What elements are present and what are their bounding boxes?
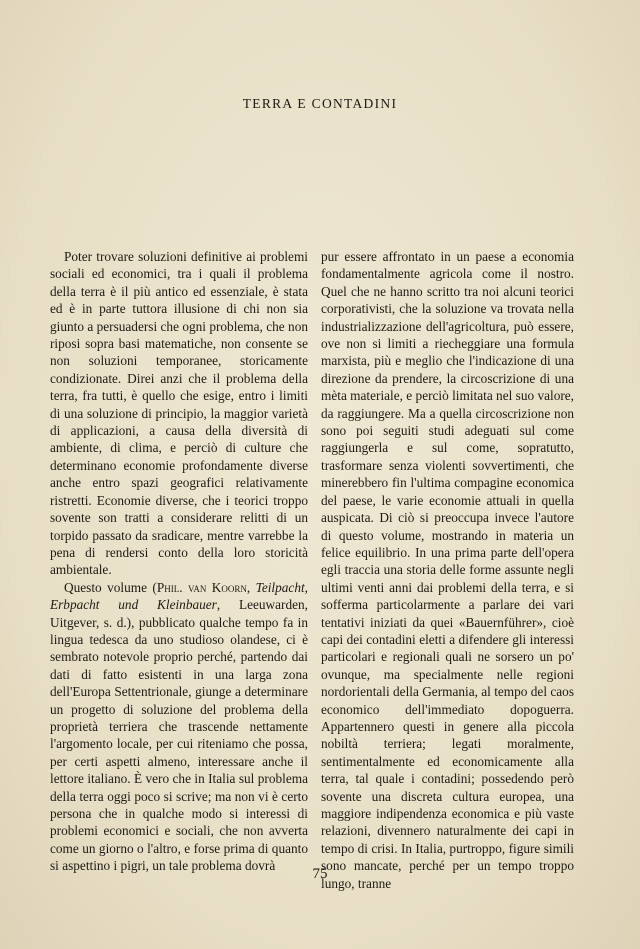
book-author: Phil. van Koorn [156,579,247,595]
paragraph-2-intro: Questo volume ( [64,579,157,595]
page-number: 75 [312,866,328,882]
paragraph-1: Poter trovare soluzioni definitive ai problemi sociali ed economici, tra i quali il problema della terra è il più antico ed essenziale, è stata ed è in parte tuttora illusione di chi non sia giunto a persuadersi che ogni problema, che non riposi sopra basi matematiche, non consente se non soluzioni temporanee, storicamente condizionate. Direi anzi che il problema della terra, fra tutti, è quello che esige, entro i limiti di una soluzione di principio, la maggior varietà di applicazioni, a causa della diversità di ambiente, di clima, e perciò di culture che determinano economie profondamente diverse anche entro spazi geografici relativamente ristretti. Economie diverse, che i teorici troppo sovente son tratti a considerare relitti di un torpido passato da sradicare, mentre varrebbe la pena di rendersi conto della loro storicità ambientale. [50,249,308,578]
page-title: TERRA E CONTADINI [242,96,398,111]
book-title: Teilpacht, Erbpacht und Kleinbauer [50,579,308,613]
left-column [50,248,308,875]
paragraph-continued: pur essere affrontato in un paese a economia fondamentalmente agricola come il nostro. Quel che ne hanno scritto tra noi alcuni teorici corporativisti, che la soluzione va trovata nella industrializzazione dell'agricoltura, può essere, ove non si limiti a riecheggiare una formula marxista, più e meglio che l'indicazione di una direzione da prendere, la circoscrizione di una mèta materiale, e perciò limitata nel suo valore, da raggiungere. Ma a quella circoscrizione non sono poi seguiti studi adeguati sul come raggiungerla e sul come, sopratutto, trasformare senza violenti sovvertimenti, che minerebbero fin l'ultima compagine economica del paese, le varie economie attuali in quella auspicata. Di ciò si preoccupa invece l'autore di questo volume, mostrando in materia un felice equilibrio. In una prima parte dell'opera egli traccia una storia delle forme assunte negli ultimi venti anni dai problemi della terra, e si sofferma particolarmente a parlare dei vari tentativi iniziati da quei «Bauernführer», cioè capi dei contadini eletti a difendere gli interessi particolari e regionali quali ne sorsero un po' ovunque, ma specialmente nelle regioni nordorientali della Germania, al tempo del caos economico dell'immediato dopoguerra. Appartennero questi in genere alla piccola nobiltà terriera; legati moralmente, sentimentalmente ed economicamente alla terra, tal quale i contadini; possedendo però sovente una discreta cultura europea, una maggiore indipendenza economica e più vaste relazioni, divennero naturalmente dei capi in tempo di crisi. In Italia, purtroppo, figure simili sono mancate, perché per un tempo troppo lungo, tranne [321,249,574,891]
paragraph-2 [50,579,308,875]
paragraph-2-body: , Leeuwarden, Uitgever, s. d.), pubblicato qualche tempo fa in lingua tedesca da uno studioso olandese, ci è sembrato notevole proprio perché, partendo dai dati di fatto esistenti in una larga zona dell'Europa Settentrionale, giunge a determinare un progetto di soluzione del problema della proprietà terriera che trascende nettamente l'argomento locale, per cui riteniamo che possa, per certi aspetti almeno, interessare anche il lettore italiano. È vero che in Italia sul problema della terra oggi poco si scrive; ma non vi è certo persona che in qualche modo si interessi di problemi economici e sociali, che non avverta come un giorno o l'altro, e forse prima di quanto si aspettino i pigri, un tale problema dovrà [50,597,308,874]
right-column [321,248,574,892]
paragraph-2-separator: , [246,579,256,595]
